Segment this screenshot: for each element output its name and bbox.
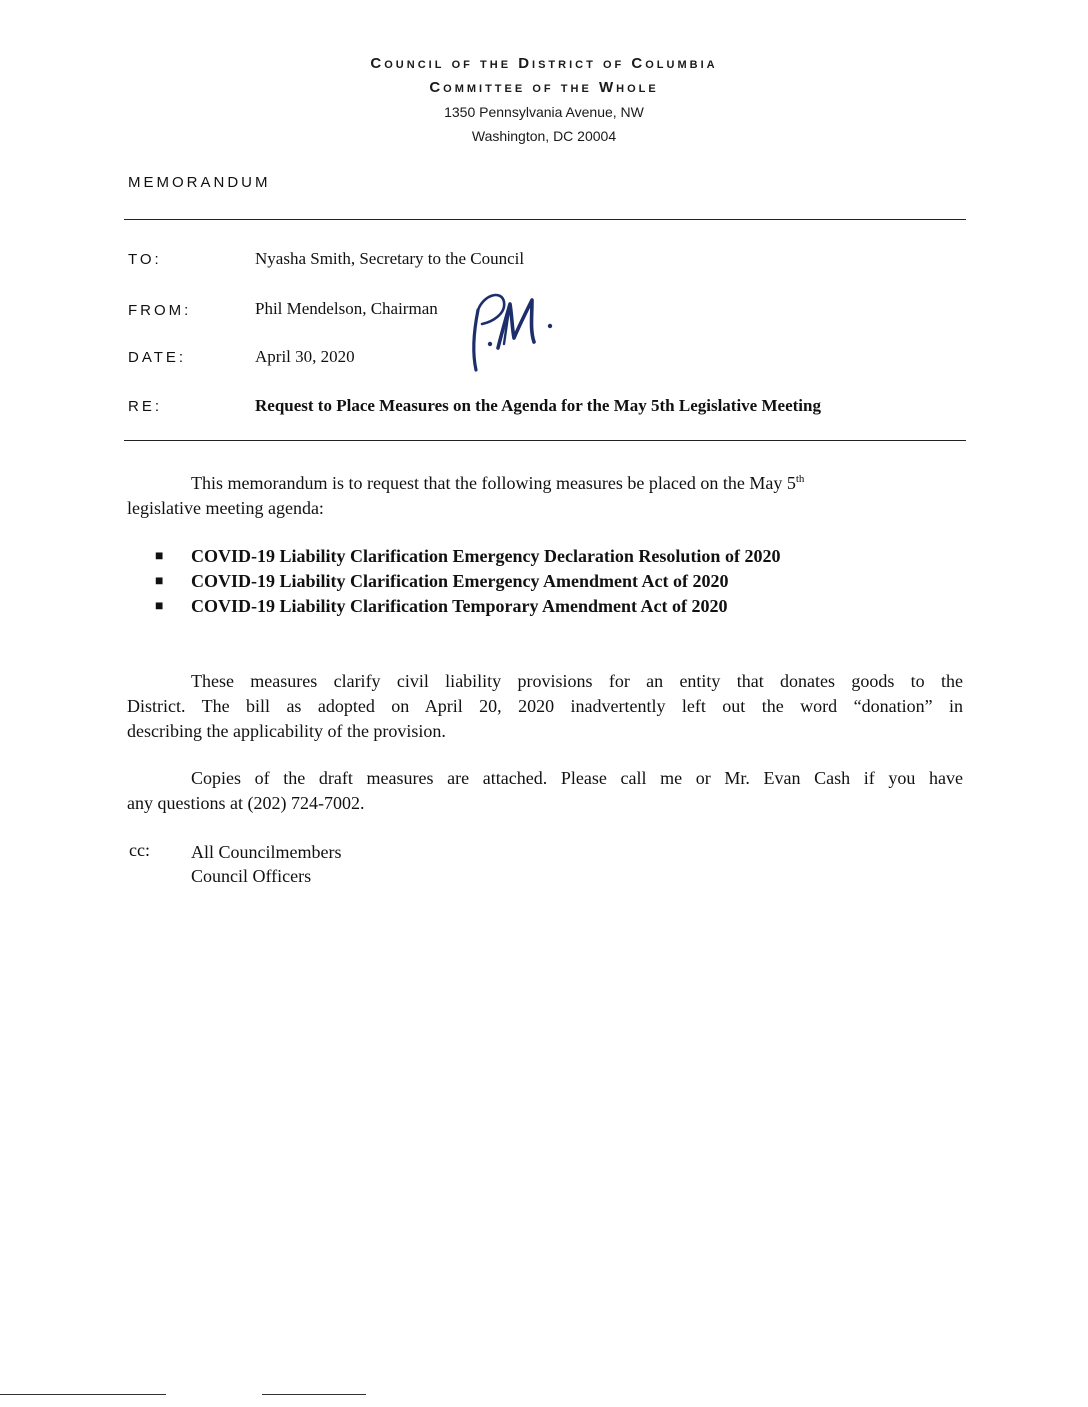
signature-initials (448, 282, 568, 382)
intro-line2: legislative meeting agenda: (127, 498, 324, 518)
list-item (155, 569, 780, 594)
from-value: Phil Mendelson, Chairman (255, 299, 438, 318)
letterhead-council: Council of the District of Columbia (370, 55, 718, 72)
bullet-icon: ■ (155, 549, 164, 564)
list-item (155, 594, 780, 619)
para3-line2: any questions at (202) 724-7002. (127, 793, 365, 813)
intro-paragraph (127, 467, 963, 521)
cc-recipient: All Councilmembers (191, 842, 342, 862)
letterhead-address-line2: Washington, DC 20004 (471, 128, 617, 144)
measures-list (155, 544, 780, 619)
letterhead-committee: Committee of the Whole (429, 79, 659, 96)
intro-superscript: th (795, 473, 805, 485)
date-label: DATE: (128, 349, 187, 366)
footer-rule-left (0, 1394, 166, 1395)
header-bottom-rule (124, 440, 966, 441)
list-item (155, 544, 780, 569)
clarification-paragraph (127, 669, 963, 744)
para3-line1: Copies of the draft measures are attached. Please call me or Mr. Evan Cash if you have (191, 768, 963, 788)
intro-line1: This memorandum is to request that the following measures be placed on the May 5 (191, 473, 796, 493)
measure-title: COVID-19 Liability Clarification Emergency Amendment Act of 2020 (191, 571, 729, 591)
header-top-rule (124, 219, 966, 220)
contact-paragraph (127, 766, 963, 816)
measure-title: COVID-19 Liability Clarification Temporary Amendment Act of 2020 (191, 596, 728, 616)
para2-line3: describing the applicability of the provision. (127, 721, 446, 741)
from-label: FROM: (128, 302, 192, 319)
para2-line1: These measures clarify civil liability provisions for an entity that donates goods to the (191, 671, 963, 691)
letterhead-address-line1: 1350 Pennsylvania Avenue, NW (444, 104, 644, 120)
to-label: TO: (128, 251, 162, 268)
bullet-icon: ■ (155, 574, 164, 589)
date-value: April 30, 2020 (255, 347, 355, 366)
cc-recipient: Council Officers (191, 866, 312, 886)
bullet-icon: ■ (155, 599, 164, 614)
re-value: Request to Place Measures on the Agenda for the May 5th Legislative Meeting (255, 396, 821, 415)
cc-label: cc: (129, 840, 150, 860)
re-label: RE: (128, 398, 163, 415)
para2-line2: District. The bill as adopted on April 20, 2020 inadvertently left out the word “donation” in (127, 696, 963, 716)
memorandum-label: MEMORANDUM (128, 174, 271, 191)
measure-title: COVID-19 Liability Clarification Emergency Declaration Resolution of 2020 (191, 546, 781, 566)
to-value: Nyasha Smith, Secretary to the Council (255, 249, 525, 268)
cc-recipients (191, 840, 341, 888)
footer-rule-right (262, 1394, 366, 1395)
